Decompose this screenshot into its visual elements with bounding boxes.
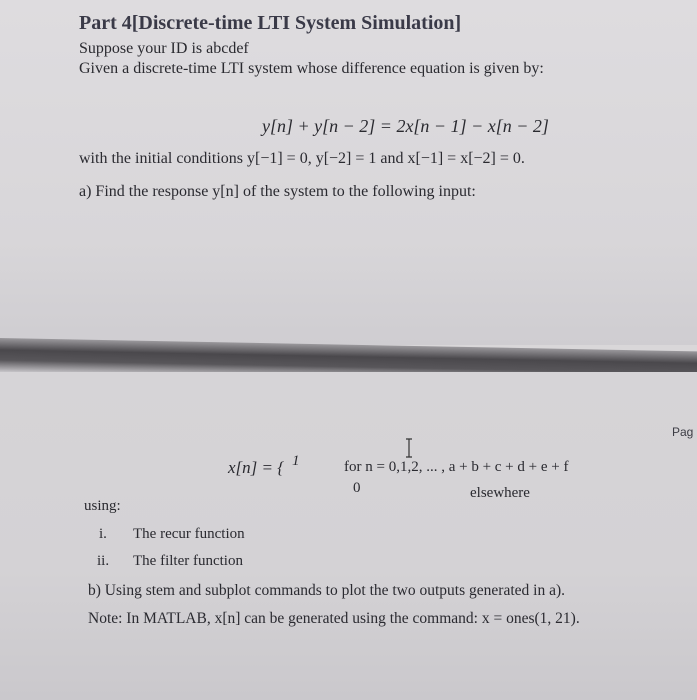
id-line: Suppose your ID is abcdef (79, 40, 249, 57)
matlab-note: Note: In MATLAB, x[n] can be generated using the command: x = ones(1, 21). (88, 610, 580, 627)
item-ii-text: The filter function (133, 553, 243, 569)
page-label: Pag (672, 425, 694, 439)
using-label: using: (84, 498, 121, 514)
initial-conditions: with the initial conditions y[−1] = 0, y[−2] = 1 and x[−1] = x[−2] = 0. (79, 150, 525, 167)
item-ii-number: ii. (97, 553, 110, 569)
part-b-question: b) Using stem and subplot commands to plot the two outputs generated in a). (88, 582, 565, 599)
item-i-text: The recur function (133, 526, 245, 542)
item-i-number: i. (99, 526, 107, 542)
part-a-question: a) Find the response y[n] of the system to the following input: (79, 183, 476, 200)
given-line: Given a discrete-time LTI system whose difference equation is given by: (79, 60, 544, 77)
page-title: Part 4[Discrete-time LTI System Simulation] (79, 12, 462, 34)
difference-equation: y[n] + y[n − 2] = 2x[n − 1] − x[n − 2] (262, 116, 549, 136)
input-case1-value: 1 (292, 453, 300, 469)
input-lhs: x[n] = { (228, 458, 285, 477)
text-cursor-icon (404, 438, 414, 458)
input-case2-value: 0 (353, 480, 361, 496)
input-case2-condition: elsewhere (470, 485, 530, 501)
input-case1-condition: for n = 0,1,2, ... , a + b + c + d + e + f (344, 459, 569, 475)
